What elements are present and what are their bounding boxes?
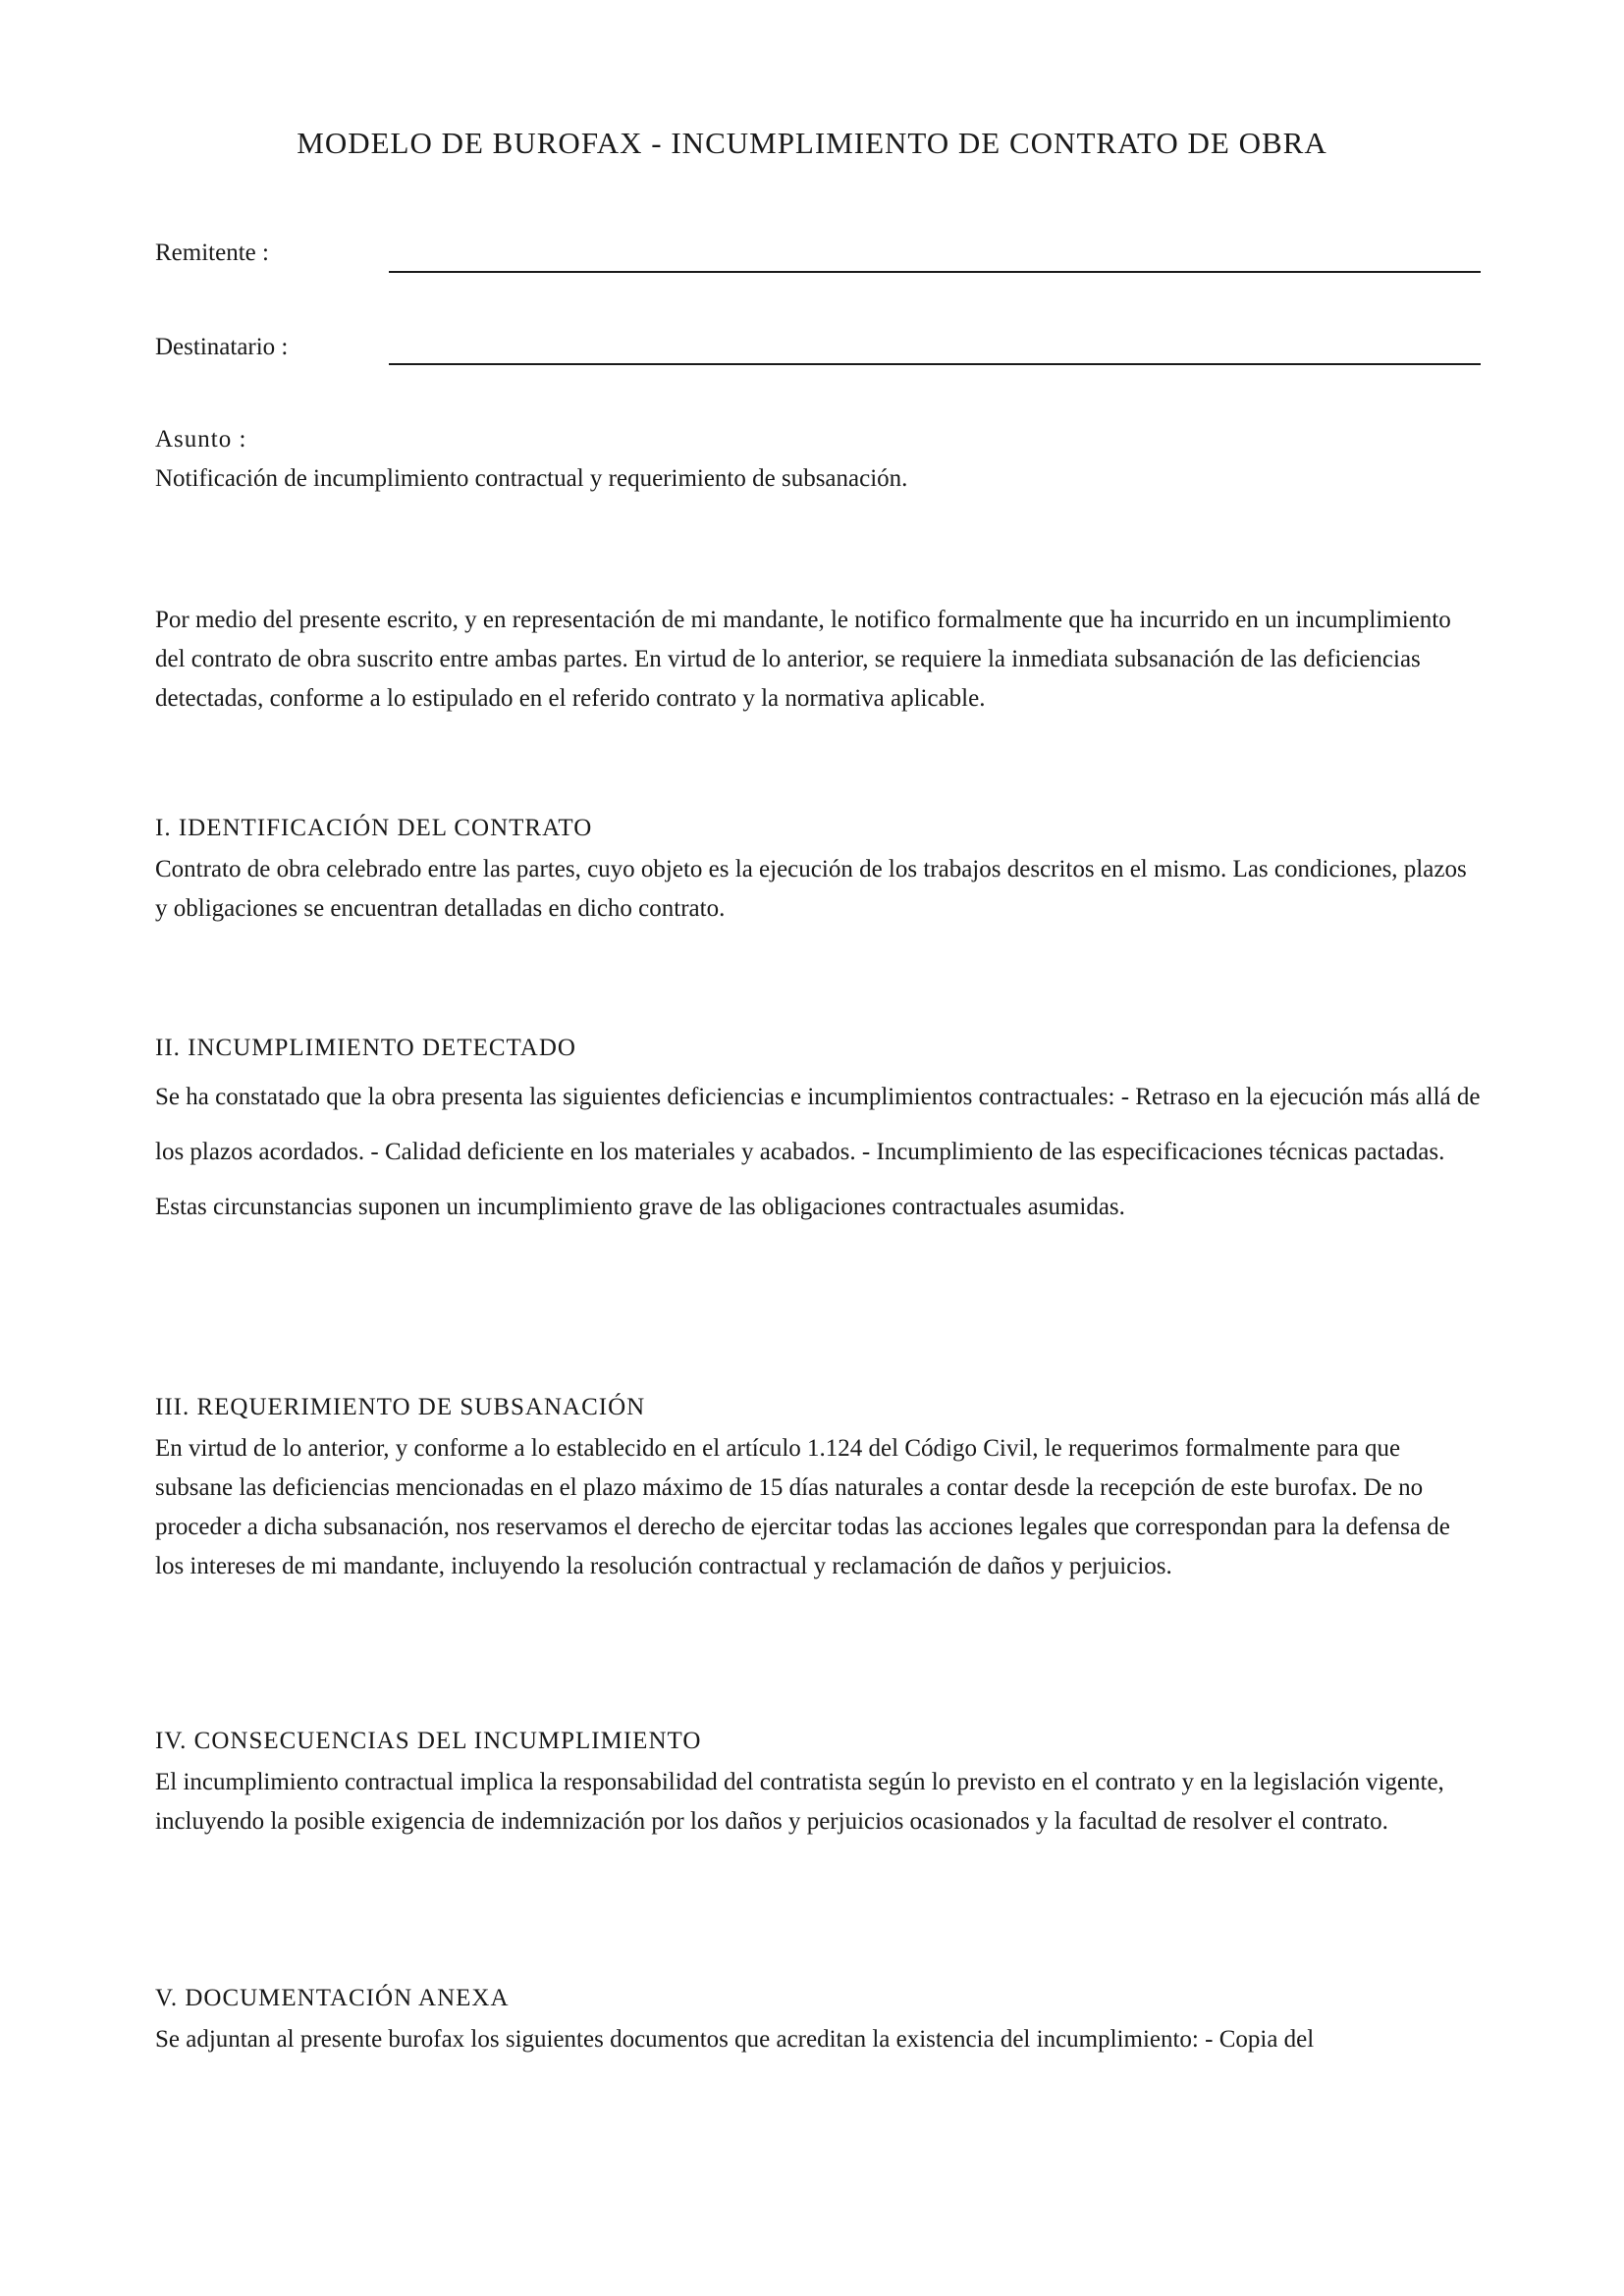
subject-text: Notificación de incumplimiento contractual y requerimiento de subsanación. (155, 465, 908, 492)
section-title: II. INCUMPLIMIENTO DETECTADO (155, 1035, 576, 1061)
section-title: III. REQUERIMIENTO DE SUBSANACIÓN (155, 1394, 646, 1420)
section-documentacion (155, 1985, 1481, 2059)
section-title: I. IDENTIFICACIÓN DEL CONTRATO (155, 815, 593, 841)
section-identificacion (155, 815, 1481, 929)
section-title: IV. CONSECUENCIAS DEL INCUMPLIMIENTO (155, 1728, 702, 1754)
destinatario-line[interactable] (389, 363, 1481, 365)
subject-block (155, 426, 1481, 493)
intro-paragraph: Por medio del presente escrito, y en representación de mi mandante, le notifico formalmente que ha incurrido en un incumplimiento del contrato de obra suscrito entre ambas partes. En virtud de lo anterior, se requiere la inmediata subsanación de las deficiencias detectadas, conforme a lo estipulado en el referido contrato y la normativa aplicable. (155, 607, 1451, 712)
remitente-line[interactable] (389, 271, 1481, 273)
section-incumplimiento (155, 1035, 1481, 1235)
section-requerimiento (155, 1394, 1481, 1586)
section-consecuencias (155, 1728, 1481, 1842)
section-title: V. DOCUMENTACIÓN ANEXA (155, 1985, 510, 2011)
subject-label: Asunto : (155, 426, 247, 453)
document-title: MODELO DE BUROFAX - INCUMPLIMIENTO DE CONTRATO DE OBRA (297, 126, 1327, 160)
destinatario-label: Destinatario : (155, 334, 289, 360)
section-paragraph: En virtud de lo anterior, y conforme a lo establecido en el artículo 1.124 del Código Civil, le requerimos formalmente para que subsane las deficiencias mencionadas en el plazo máximo de 15 días naturales a contar desde la recepción de este burofax. De no proceder a dicha subsanación, nos reservamos el derecho de ejercitar todas las acciones legales que correspondan para la defensa de los intereses de mi mandante, incluyendo la resolución contractual y reclamación de daños y perjuicios. (155, 1435, 1450, 1579)
section-paragraph: Se ha constatado que la obra presenta las siguientes deficiencias e incumplimientos contractuales: - Retraso en la ejecución más allá de los plazos acordados. - Calidad deficiente en los materiales y acabados. - Incumplimiento de las especificaciones técnicas pactadas. Estas circunstancias suponen un incumplimiento grave de las obligaciones contractuales asumidas. (155, 1084, 1481, 1220)
section-paragraph: El incumplimiento contractual implica la responsabilidad del contratista según lo previsto en el contrato y en la legislación vigente, incluyendo la posible exigencia de indemnización por los daños y perjuicios ocasionados y la facultad de resolver el contrato. (155, 1769, 1444, 1835)
intro-block (155, 601, 1481, 719)
section-paragraph: Contrato de obra celebrado entre las partes, cuyo objeto es la ejecución de los trabajos descritos en el mismo. Las condiciones, plazos y obligaciones se encuentran detalladas en dicho contrato. (155, 856, 1467, 922)
remitente-label: Remitente : (155, 240, 269, 266)
section-paragraph: Se adjuntan al presente burofax los siguientes documentos que acreditan la existencia del incumplimiento: - Copia del (155, 2026, 1315, 2053)
